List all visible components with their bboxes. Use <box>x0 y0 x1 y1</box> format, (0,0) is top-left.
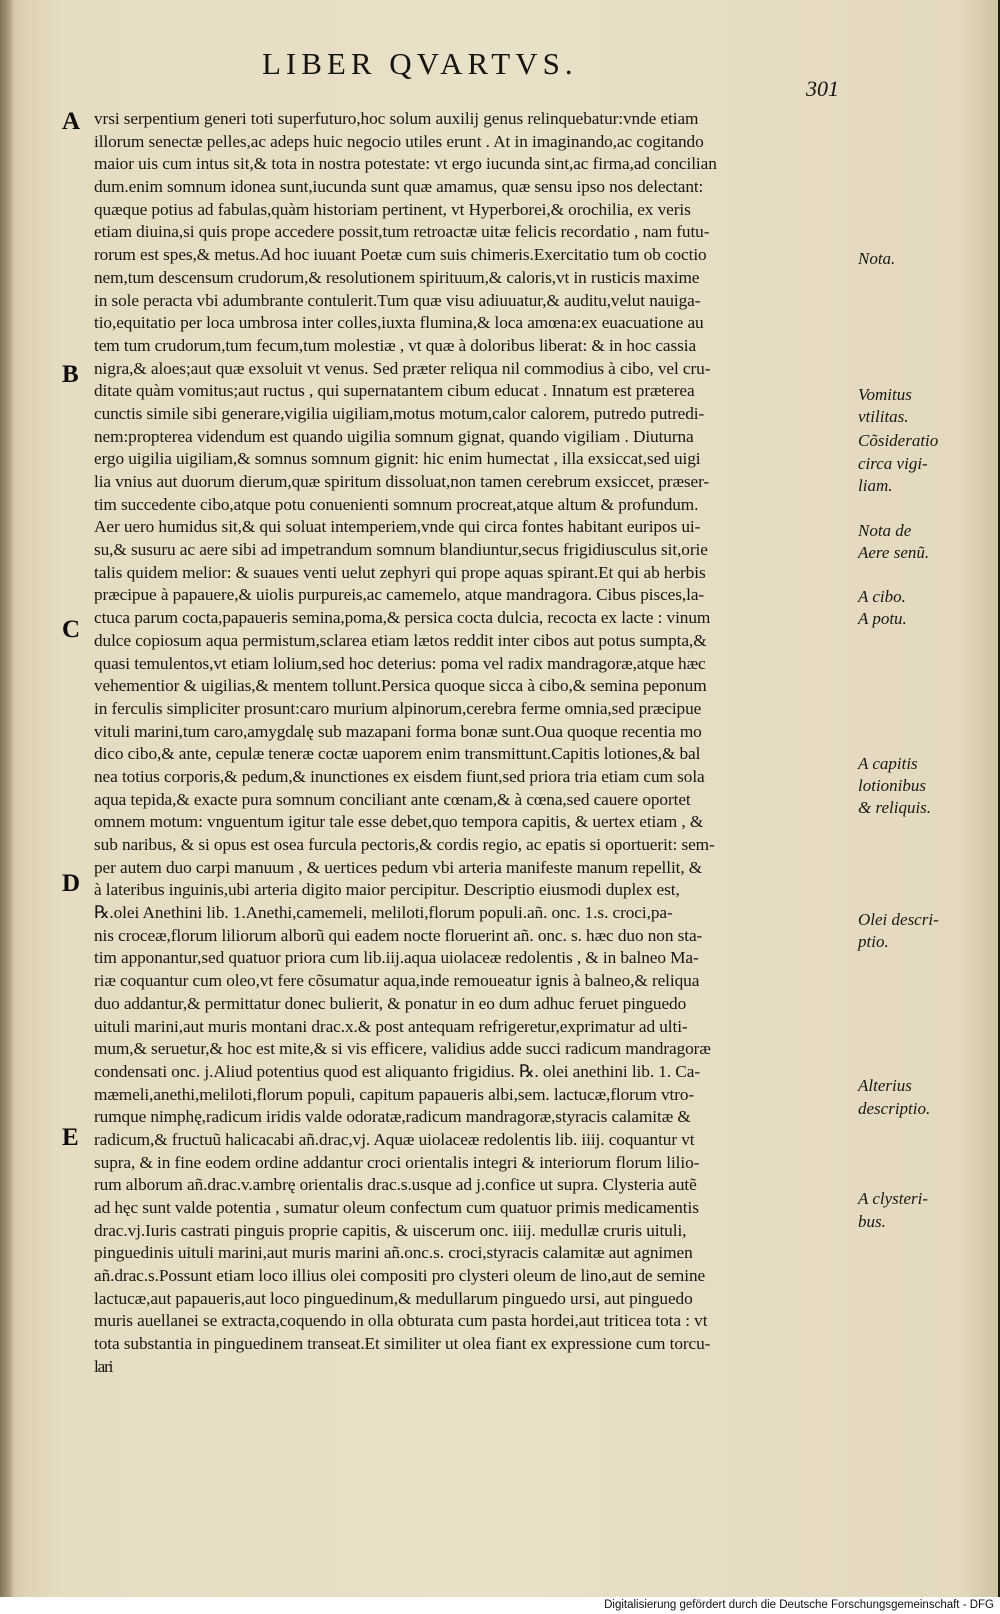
text-line: nem,tum descensum crudorum,& resolutionem spirituum,& caloris,vt in rusticis maxime <box>94 267 700 287</box>
text-line: muris auellanei se extracta,coquendo in olla obturata cum pasta hordei,aut triticea tota : vt <box>94 1311 708 1331</box>
note-alterius-2: descriptio. <box>858 1099 931 1118</box>
text-line: mæmeli,anethi,meliloti,florum populi, capitum papaueris albi,sem. lactucæ,florum vtro- <box>94 1084 695 1104</box>
text-line: etiam diuina,si quis prope accedere possit,tum retroactæ uitæ felicis recordatio , nam futu- <box>94 222 710 242</box>
text-line: vehementior & uigilias,& mentem tollunt.Persica quoque sicca à cibo,& semina peponum <box>94 676 707 696</box>
text-line: in ferculis simpliciter prosunt:caro murium alpinorum,cerebra ferme omnia,sed præcipue <box>94 698 702 718</box>
note-clysteri: A clysteri- <box>858 1189 929 1208</box>
text-line: duo addantur,& permittatur donec bulierit, & ponatur in eo dum adhuc feruet pinguedo <box>94 993 687 1013</box>
text-line: rum alborum añ.drac.v.ambrę orientalis drac.s.usque ad j.confice ut supra. Clysteria autẽ <box>94 1175 697 1195</box>
text-line: præcipue à papauere,& uiolis purpureis,ac camemelo, atque mandragora. Cibus pisces,la- <box>94 585 705 605</box>
text-line: tim apponantur,sed quatuor priora cum lib.iij.aqua uiolaceæ redolentis , & in balneo Ma- <box>94 948 699 968</box>
note-potu: A potu. <box>858 609 907 628</box>
text-line: talis quidem melior: & suaues venti uelut zephyri qui prope aquas spirant.Et qui ab herbis <box>94 562 706 582</box>
text-line: tio,equitatio per loca umbrosa inter colles,iuxta flumina,& loca amœna:ex euacuatione au <box>94 313 704 333</box>
note-capitis-2: lotionibus <box>858 776 927 795</box>
text-line: in sole peracta vbi adumbrante contulerit.Tum quæ visu adiuuatur,& auditu,velut nauiga- <box>94 290 701 310</box>
text-line: lia vnius aut duorum dierum,quæ spiritum dissoluat,non tamen cerebrum exsiccet, præser- <box>94 472 710 491</box>
text-line: maior uis cum intus sit,& tota in nostra potestate: vt ergo iucunda sint,ac firma,ad concilian <box>94 154 717 174</box>
text-line: nigra,& aloes;aut quæ exsoluit vt venus. Sed præter reliqua nil commodius à cibo, vel cru- <box>94 358 711 378</box>
text-line: quæque potius ad fabulas,quàm historiam pertinent, vt Hyperborei,& orochilia, ex veris <box>94 199 691 219</box>
text-line: tem tum crudorum,tum fecum,tum molestiæ , vt quæ à doloribus liberat: & in hoc cassia <box>94 335 697 355</box>
note-olei: Olei descri- <box>858 910 939 929</box>
text-line: cunctis simile sibi generare,vigilia uigiliam,motus motum,calor calorem, putredo putredi- <box>94 403 705 423</box>
text-line: tim succedente cibo,atque potu conuenienti somnum procreat,atque altum & profundum. <box>94 494 699 514</box>
text-line: à lateribus inguinis,ubi arteria digito maior percipitur. Descriptio eiusmodi duplex est, <box>94 880 680 900</box>
note-aere-2: Aere senũ. <box>858 543 930 562</box>
note-olei-2: ptio. <box>858 932 889 951</box>
text-line: nis croceæ,florum liliorum alborũ qui eadem nocte floruerint añ. onc. s. hæc duo non sta- <box>94 925 703 945</box>
section-letter-a: A <box>62 108 81 135</box>
note-vomitus-2: vtilitas. <box>858 407 909 426</box>
note-consideratio-3: liam. <box>858 476 893 495</box>
digitization-footer <box>0 1597 1000 1614</box>
note-consideratio-2: circa vigi- <box>858 454 928 473</box>
text-line: riæ coquantur cum oleo,vt fere cõsumatur aqua,inde remoueatur ignis à balneo,& reliqua <box>94 971 700 991</box>
text-line: radicum,& fructuũ halicacabi añ.drac,vj. Aquæ uiolaceæ redolentis lib. iiij. coquantur vt <box>94 1129 695 1149</box>
text-line: vrsi serpentium generi toti superfuturo,hoc solum auxilij genus relinquebatur:vnde etiam <box>94 109 699 128</box>
text-line: pinguedinis uituli marini,aut muris marini añ.onc.s. croci,styracis calamitæ aut agnimen <box>94 1243 693 1263</box>
main-text-block <box>94 108 854 1379</box>
text-line: rumque nimphę,radicum iridis valde odoratæ,radicum mandragoræ,styracis calamitæ & <box>94 1107 691 1127</box>
text-line: ditate quàm vomitus;aut ructus , qui supernatantem cibum educat . Innatum est præterea <box>94 381 695 401</box>
section-letter-c: C <box>62 616 81 643</box>
section-letter-b: B <box>62 361 79 388</box>
text-line: nea totius corporis,& pedum,& inunctiones ex eisdem fiunt,sed priora tria etiam cum sola <box>94 766 705 786</box>
text-line: lari <box>94 1356 113 1376</box>
section-letter-d: D <box>62 870 81 897</box>
note-aere: Nota de <box>858 521 912 540</box>
footer-credit: Digitalisierung gefördert durch die Deutsche Forschungsgemeinschaft - DFG <box>604 1599 994 1611</box>
text-line: su,& susuru ac aere sibi ad impetrandum somnum blandiuntur,secus frigidiusculus sit,orie <box>94 540 708 560</box>
text-line: Aer uero humidus sit,& qui soluat intemperiem,vnde qui circa fontes habitant euripos ui- <box>94 517 701 537</box>
running-title: LIBER QVARTVS. <box>262 46 578 81</box>
text-line: ctuca parum cocta,papaueris semina,poma,& persica cocta dulcia, recocta ex lacte : vinum <box>94 608 711 628</box>
page-number: 301 <box>806 76 839 101</box>
text-line: drac.vj.Iuris castrati pinguis proprie capitis, & uiscerum onc. iiij. medullæ cruris uituli, <box>94 1220 687 1240</box>
note-vomitus: Vomitus <box>858 385 912 404</box>
book-binding-shadow <box>0 0 14 1597</box>
note-capitis-3: & reliquis. <box>858 798 932 817</box>
text-line: añ.drac.s.Possunt etiam loco illius olei compositi pro clysteri oleum de lino,aut de semine <box>94 1266 706 1286</box>
note-cibo: A cibo. <box>858 587 906 606</box>
note-consideratio: Cõsideratio <box>858 431 939 450</box>
text-line: ad hęc sunt valde potentia , sumatur oleum confectum cum quatuor primis medicamentis <box>94 1198 699 1217</box>
text-line: dico cibo,& ante, cepulæ teneræ coctæ uaporem enim transmittunt.Capitis lotiones,& bal <box>94 744 701 764</box>
text-line: dum.enim somnum idonea sunt,iucunda sunt quæ amamus, quæ sensu ipso nos delectant: <box>94 177 704 197</box>
text-line: ℞.olei Anethini lib. 1.Anethi,camemeli, meliloti,florum populi.añ. onc. 1.s. croci,pa- <box>94 903 673 923</box>
text-line: rorum est spes,& metus.Ad hoc iuuant Poetæ cum suis chimeris.Exercitatio tum ob coctio <box>94 245 707 265</box>
text-line: sub naribus, & si opus est osea furcula pectoris,& cordis regio, ac epatis si oportuerit: sem- <box>94 835 715 854</box>
text-line: lactucæ,aut papaueris,aut loco pinguedinum,& medullarum pinguedo ursi, aut pinguedo <box>94 1288 693 1308</box>
note-nota: Nota. <box>858 249 896 268</box>
note-clysteri-2: bus. <box>858 1212 886 1231</box>
text-line: vituli marini,tum caro,amygdalę sub mazapani forma bonæ sunt.Oua quoque recentia mo <box>94 721 702 741</box>
text-line: illorum senectæ pelles,ac adeps huic negocio utiles erunt . At in imaginando,ac cogitando <box>94 131 704 151</box>
text-line: supra, & in fine eodem ordine addantur croci orientalis integri & interiorum florum lilio- <box>94 1152 700 1172</box>
text-line: dulce copiosum aqua permistum,sclarea etiam lætos reddit inter cibos aut potus sumpta,& <box>94 630 707 650</box>
section-letter-e: E <box>62 1124 79 1151</box>
text-line: ergo uigilia uigiliam,& somnus somnum gignit: hic enim humectat , illa exsiccat,sed uigi <box>94 449 701 469</box>
text-line: omnem motum: vnguentum igitur tale esse debet,quo tempora capitis, & uertex etiam , & <box>94 812 704 832</box>
text-line: tota substantia in pinguedinem transeat.Et similiter ut olea fiant ex expressione cum torcu- <box>94 1334 711 1354</box>
text-line: condensati onc. j.Aliud potentius quod est aliquanto frigidius. ℞. olei anethini lib. 1. Ca- <box>94 1061 701 1081</box>
note-capitis: A capitis <box>858 754 918 773</box>
text-line: mum,& seruetur,& hoc est mite,& si vis efficere, validius adde succi radicum mandragoræ <box>94 1039 711 1059</box>
text-line: nem:propterea videndum est quando uigilia somnum gignat, quando vigiliam . Diuturna <box>94 426 694 446</box>
note-alterius: Alterius <box>858 1076 912 1095</box>
text-line: aqua tepida,& exacte pura somnum conciliant ante cœnam,& à cœna,sed cauere oportet <box>94 789 691 809</box>
text-line: quasi temulentos,vt etiam lolium,sed hoc deterius: poma vel radix mandragoræ,atque hæc <box>94 653 706 673</box>
text-line: per autem duo carpi manuum , & uertices pedum vbi arteria manifeste manum repellit, & <box>94 857 703 877</box>
text-line: uituli marini,aut muris montani drac.x.& post antequam refrigeretur,exprimatur ad ulti- <box>94 1016 688 1036</box>
